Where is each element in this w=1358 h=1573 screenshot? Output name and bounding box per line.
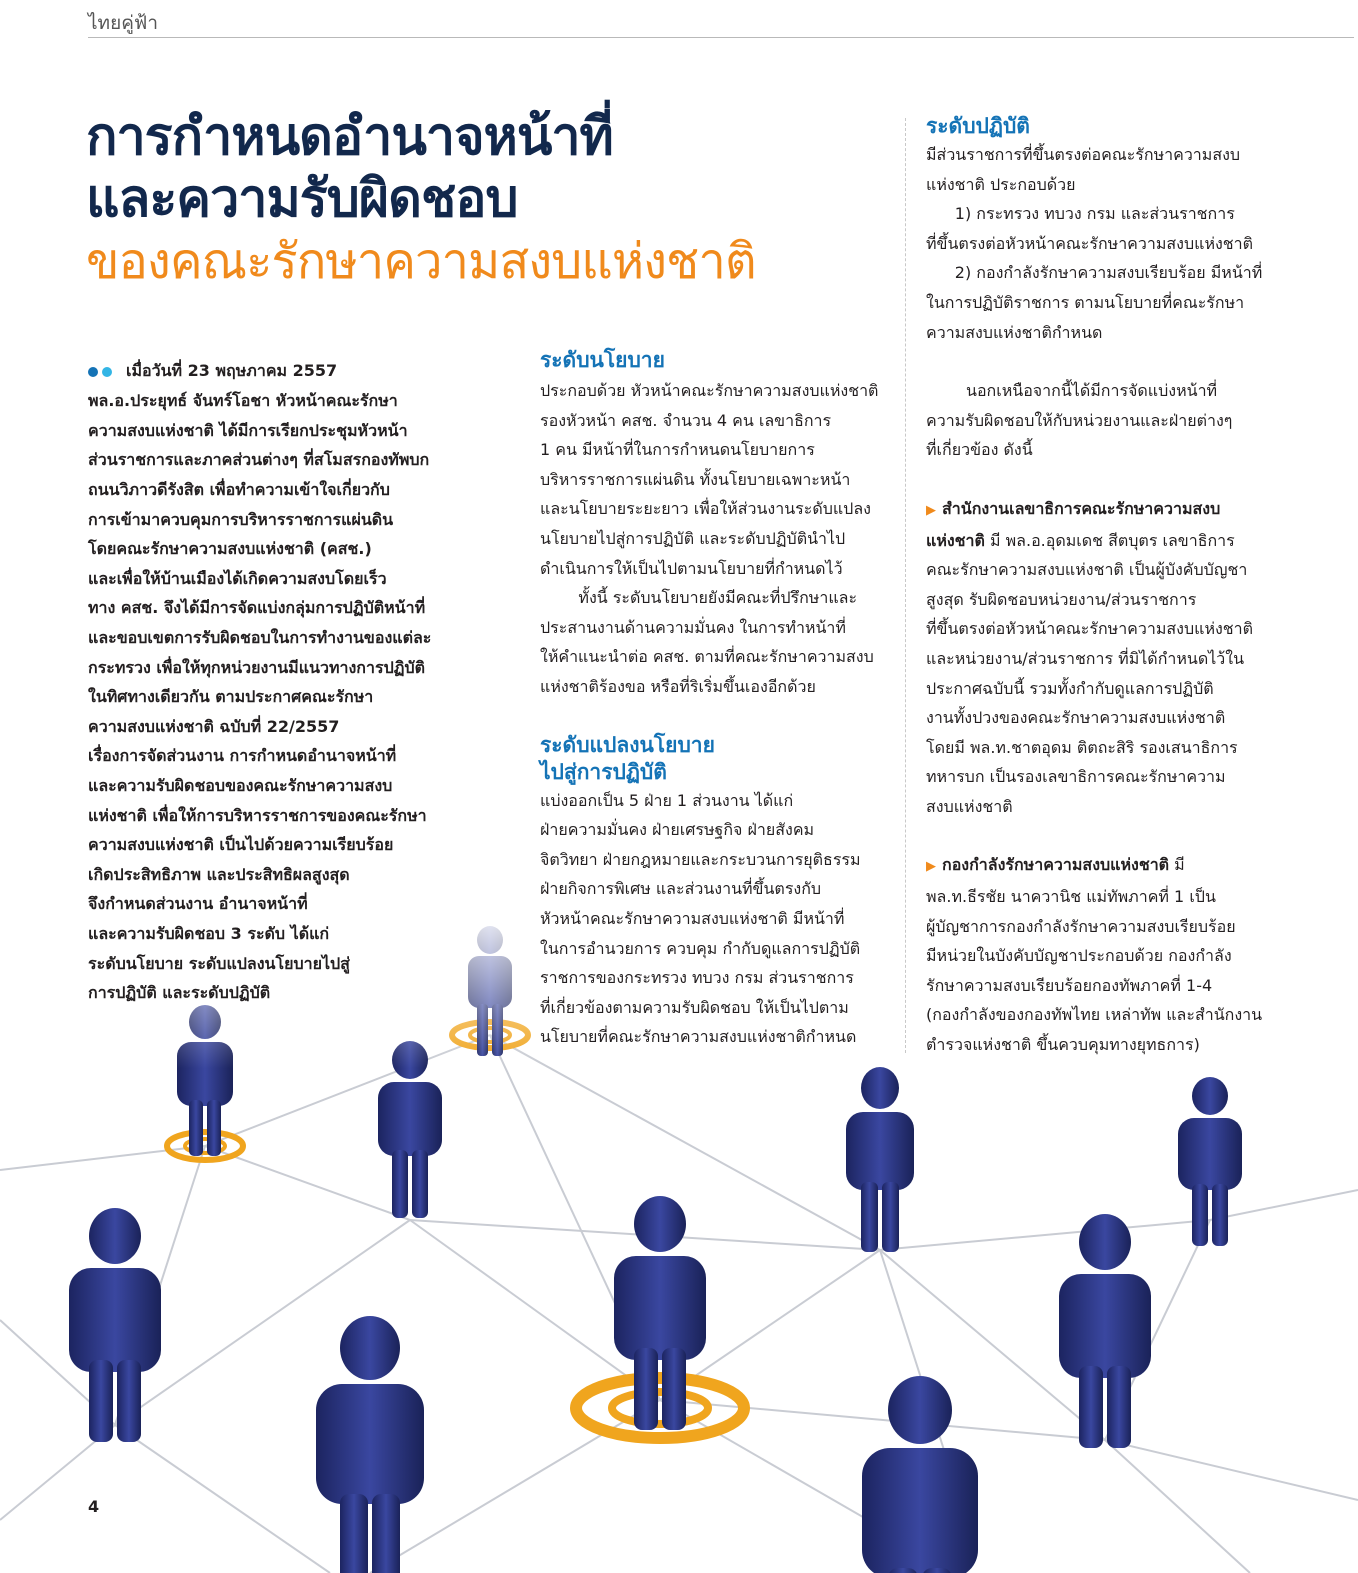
intro-column — [88, 356, 493, 1008]
policy-paragraph-2 — [540, 583, 880, 701]
article-title — [86, 106, 756, 294]
text-line: 2) กองกำลังรักษาความสงบเรียบร้อย มีหน้าที่ — [954, 263, 1263, 283]
text-line: 1 คน มีหน้าที่ในการกำหนดนโยบายการ — [540, 440, 815, 460]
text-line: นโยบายที่คณะรักษาความสงบแห่งชาติกำหนด — [540, 1027, 857, 1047]
operation-intro — [926, 140, 1266, 199]
translate-heading — [540, 732, 880, 786]
text-line: แห่งชาติ ประกอบด้วย — [926, 174, 1076, 194]
text-line: ให้คำแนะนำต่อ คสช. ตามที่คณะรักษาความสงบ — [540, 647, 874, 667]
operation-item-1 — [926, 199, 1266, 258]
intro-line: แห่งชาติ เพื่อให้การบริหารราชการของคณะรักษา — [88, 805, 427, 825]
intro-line: ความสงบแห่งชาติ ได้มีการเรียกประชุมหัวหน้า — [88, 420, 408, 440]
text-line: มีส่วนราชการที่ขึ้นตรงต่อคณะรักษาความสงบ — [926, 145, 1241, 164]
intro-line: ส่วนราชการและภาคส่วนต่างๆ ที่สโมสรกองทัพบก — [88, 450, 430, 470]
text-line: และหน่วยงาน/ส่วนราชการ ที่มิได้กำหนดไว้ใน — [926, 648, 1245, 668]
text-line: มี — [1169, 855, 1185, 875]
policy-paragraph — [540, 376, 880, 583]
intro-line: ถนนวิภาวดีรังสิต เพื่อทำความเข้าใจเกี่ยวกับ — [88, 480, 390, 500]
translate-heading-line-1: ระดับแปลงนโยบาย — [540, 732, 715, 757]
triangle-bullet-icon: ▶ — [926, 502, 936, 518]
text-line: ทั้งนี้ ระดับนโยบายยังมีคณะที่ปรึกษาและ — [578, 588, 858, 608]
text-line: สูงสุด รับผิดชอบหน่วยงาน/ส่วนราชการ — [926, 589, 1197, 609]
text-line: คณะรักษาความสงบแห่งชาติ เป็นผู้บังคับบัญชา — [926, 560, 1248, 580]
intro-line: เกิดประสิทธิภาพ และประสิทธิผลสูงสุด — [88, 864, 350, 884]
translate-paragraph — [540, 786, 880, 1052]
text-line: ความรับผิดชอบให้กับหน่วยงานและฝ่ายต่างๆ — [926, 410, 1233, 430]
text-line: ประกาศฉบับนี้ รวมทั้งกำกับดูแลการปฏิบัติ — [926, 678, 1214, 698]
peacekeeping-paragraph — [926, 850, 1266, 1059]
column-divider — [905, 118, 906, 1053]
intro-line: การเข้ามาควบคุมการบริหารราชการแผ่นดิน — [88, 509, 394, 529]
operation-heading: ระดับปฏิบัติ — [926, 114, 1030, 138]
text-line: 1) กระทรวง ทบวง กรม และส่วนราชการ — [954, 204, 1235, 224]
text-line: ที่เกี่ยวข้องตามความรับผิดชอบ ให้เป็นไปตาม — [540, 997, 849, 1017]
text-line: ในการปฏิบัติราชการ ตามนโยบายที่คณะรักษา — [926, 292, 1245, 312]
text-line: แบ่งออกเป็น 5 ฝ่าย 1 ส่วนงาน ได้แก่ — [540, 790, 794, 810]
text-line: ฝ่ายกิจการพิเศษ และส่วนงานที่ขึ้นตรงกับ — [540, 879, 822, 899]
translate-heading-line-2: ไปสู่การปฏิบัติ — [540, 759, 667, 784]
peacekeeping-title: กองกำลังรักษาความสงบแห่งชาติ — [942, 855, 1170, 875]
policy-heading: ระดับนโยบาย — [540, 348, 665, 372]
secretariat-title-2: แห่งชาติ — [926, 530, 985, 550]
text-line: ที่ขึ้นตรงต่อหัวหน้าคณะรักษาความสงบแห่งชาติ — [926, 233, 1254, 253]
intro-line: และขอบเขตการรับผิดชอบในการทำงานของแต่ละ — [88, 628, 432, 648]
intro-line: เรื่องการจัดส่วนงาน การกำหนดอำนาจหน้าที่ — [88, 746, 397, 766]
secretariat-paragraph — [926, 494, 1266, 822]
intro-line: การปฏิบัติ และระดับปฏิบัติ — [88, 983, 271, 1003]
intro-line: กระทรวง เพื่อให้ทุกหน่วยงานมีแนวทางการปฏิบัติ — [88, 657, 426, 677]
text-line: และนโยบายระยะยาว เพื่อให้ส่วนงานระดับแปลง — [540, 499, 871, 519]
text-line: มี พล.อ.อุดมเดช สีตบุตร เลขาธิการ — [984, 530, 1235, 550]
intro-line: จึงกำหนดส่วนงาน อำนาจหน้าที่ — [88, 894, 308, 914]
intro-line: และความรับผิดชอบของคณะรักษาความสงบ — [88, 776, 393, 796]
text-line: แห่งชาติร้องขอ หรือที่ริเริ่มขึ้นเองอีกด้วย — [540, 676, 816, 696]
intro-line: โดยคณะรักษาความสงบแห่งชาติ (คสช.) — [88, 539, 372, 559]
text-line: บริหารราชการแผ่นดิน ทั้งนโยบายเฉพาะหน้า — [540, 469, 851, 489]
intro-line: เมื่อวันที่ 23 พฤษภาคม 2557 — [126, 361, 338, 380]
title-line-3: ของคณะรักษาความสงบแห่งชาติ — [86, 233, 756, 290]
triangle-bullet-icon: ▶ — [926, 859, 936, 875]
header-rule — [88, 37, 1354, 38]
secretariat-title: สำนักงานเลขาธิการคณะรักษาความสงบ — [942, 498, 1221, 518]
text-line: นอกเหนือจากนี้ได้มีการจัดแบ่งหน้าที่ — [966, 381, 1218, 401]
intro-line: และเพื่อให้บ้านเมืองได้เกิดความสงบโดยเร็ว — [88, 568, 387, 588]
intro-line: ในทิศทางเดียวกัน ตามประกาศคณะรักษา — [88, 687, 374, 707]
text-line: รักษาความสงบเรียบร้อยกองทัพภาคที่ 1-4 — [926, 975, 1213, 995]
intro-line: และความรับผิดชอบ 3 ระดับ ได้แก่ — [88, 923, 330, 943]
text-line: หัวหน้าคณะรักษาความสงบแห่งชาติ มีหน้าที่ — [540, 908, 845, 928]
intro-line: พล.อ.ประยุทธ์ จันทร์โอชา หัวหน้าคณะรักษา — [88, 391, 398, 411]
running-head: ไทยคู่ฟ้า — [88, 12, 159, 34]
intro-line: ระดับนโยบาย ระดับแปลงนโยบายไปสู่ — [88, 953, 350, 973]
title-line-1: การกำหนดอำนาจหน้าที่ — [86, 107, 613, 167]
intro-line: ความสงบแห่งชาติ ฉบับที่ 22/2557 — [88, 716, 340, 736]
text-line: ในการอำนวยการ ควบคุม กำกับดูแลการปฏิบัติ — [540, 938, 861, 958]
text-line: (กองกำลังของกองทัพไทย เหล่าทัพ และสำนักงาน — [926, 1005, 1263, 1025]
text-line: ความสงบแห่งชาติกำหนด — [926, 322, 1103, 342]
text-line: รองหัวหน้า คสช. จำนวน 4 คน เลขาธิการ — [540, 410, 832, 430]
text-line: ที่ขึ้นตรงต่อหัวหน้าคณะรักษาความสงบแห่งชาติ — [926, 619, 1254, 639]
text-line: นโยบายไปสู่การปฏิบัติ และระดับปฏิบัตินำไป — [540, 528, 846, 548]
text-line: โดยมี พล.ท.ชาตอุดม ติตถะสิริ รองเสนาธิการ — [926, 737, 1238, 757]
text-line: งานทั้งปวงของคณะรักษาความสงบแห่งชาติ — [926, 708, 1226, 728]
text-line: สงบแห่งชาติ — [926, 796, 1013, 816]
text-line: ฝ่ายความมั่นคง ฝ่ายเศรษฐกิจ ฝ่ายสังคม — [540, 820, 815, 840]
text-line: พล.ท.ธีรชัย นาควานิช แม่ทัพภาคที่ 1 เป็น — [926, 887, 1216, 907]
text-line: ทหารบก เป็นรองเลขาธิการคณะรักษาความ — [926, 767, 1226, 787]
text-line: ราชการของกระทรวง ทบวง กรม ส่วนราชการ — [540, 968, 854, 988]
page-number: 4 — [88, 1497, 100, 1516]
title-line-2: และความรับผิดชอบ — [86, 169, 518, 229]
intro-line: ทาง คสช. จึงได้มีการจัดแบ่งกลุ่มการปฏิบัติหน้าที่ — [88, 598, 426, 618]
text-line: ที่เกี่ยวข้อง ดังนี้ — [926, 440, 1033, 460]
operation-item-2 — [926, 258, 1266, 347]
operation-column — [926, 113, 1266, 1060]
text-line: ผู้บัญชาการกองกำลังรักษาความสงบเรียบร้อย — [926, 916, 1236, 936]
policy-column — [540, 347, 880, 1052]
bullet-dots-icon — [88, 357, 116, 387]
text-line: มีหน่วยในบังคับบัญชาประกอบด้วย กองกำลัง — [926, 946, 1232, 966]
text-line: ดำเนินการให้เป็นไปตามนโยบายที่กำหนดไว้ — [540, 558, 843, 578]
intro-paragraph — [88, 356, 493, 1008]
intro-line: ความสงบแห่งชาติ เป็นไปด้วยความเรียบร้อย — [88, 835, 394, 855]
operation-note — [926, 376, 1266, 465]
text-line: ประกอบด้วย หัวหน้าคณะรักษาความสงบแห่งชาติ — [540, 381, 879, 400]
text-line: ตำรวจแห่งชาติ ขึ้นควบคุมทางยุทธการ) — [926, 1035, 1200, 1055]
text-line: จิตวิทยา ฝ่ายกฎหมายและกระบวนการยุติธรรม — [540, 849, 861, 869]
text-line: ประสานงานด้านความมั่นคง ในการทำหน้าที่ — [540, 617, 846, 637]
